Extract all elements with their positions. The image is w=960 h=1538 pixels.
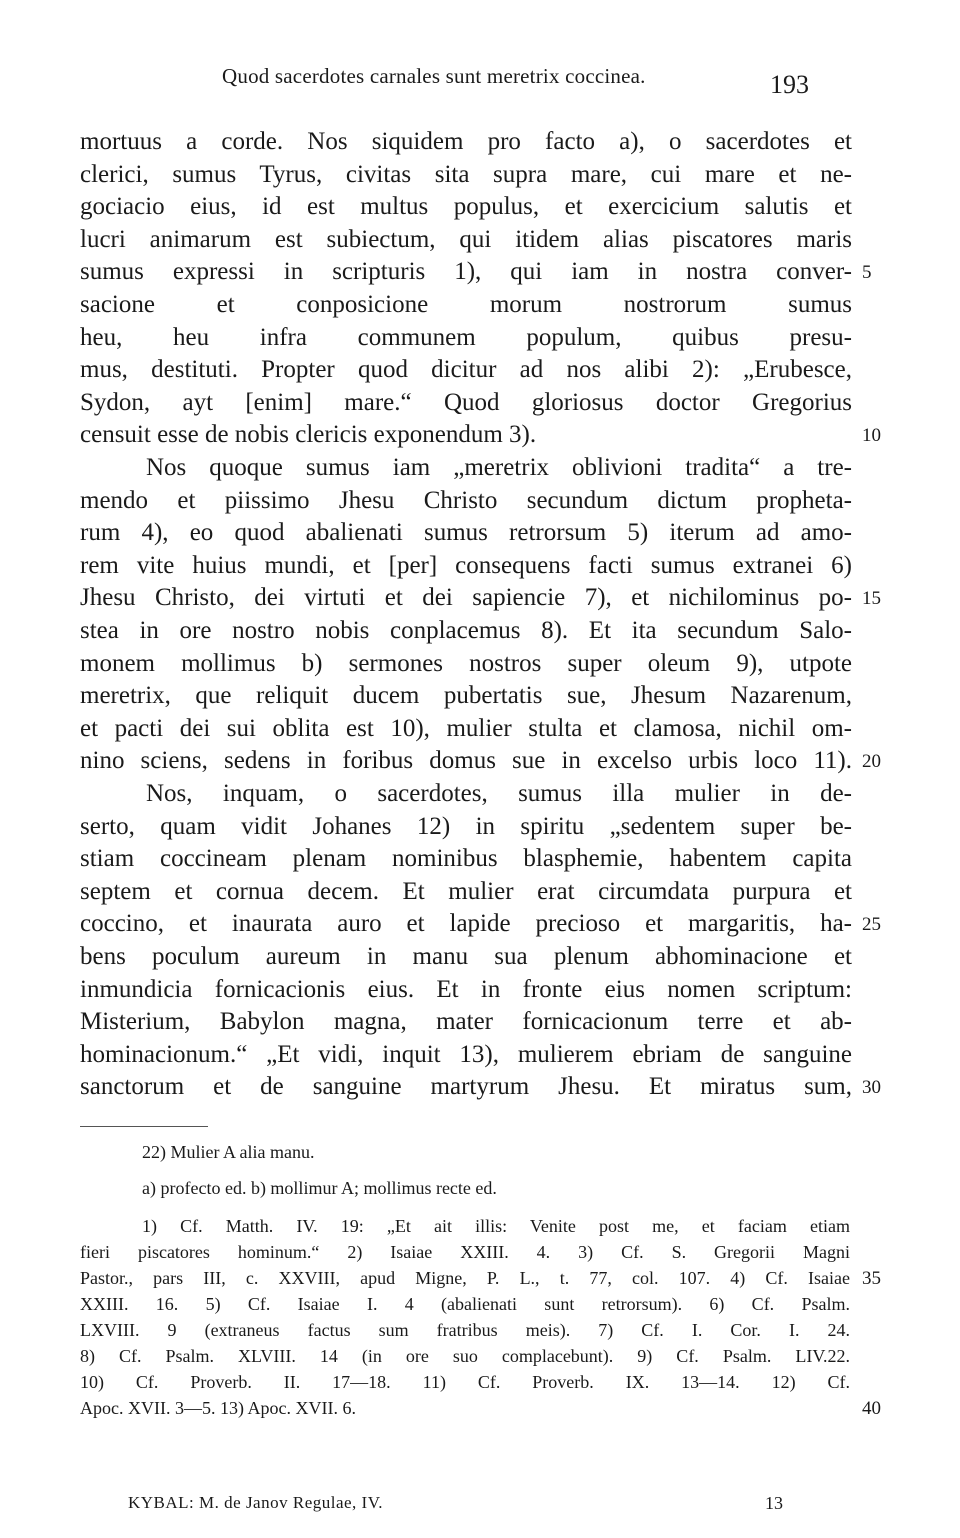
text-line: heu, heu infra communem populum, quibus presu- [80, 323, 852, 351]
text-line: coccino, et inaurata auro et lapide precioso et margaritis, ha- [80, 910, 852, 938]
line-number: 10 [862, 425, 881, 447]
text-line: septem et cornua decem. Et mulier erat circumdata purpura et [80, 877, 852, 905]
text-line: stiam coccineam plenam nominibus blasphemie, habentem capita [80, 845, 852, 873]
footnote-line: XXIII. 16. 5) Cf. Isaiae I. 4 (abalienati sunt retrorsum). 6) Cf. Psalm. [80, 1294, 850, 1314]
text-line: monem mollimus b) sermones nostros super oleum 9), utpote [80, 649, 852, 677]
text-line: sumus expressi in scripturis 1), qui iam in nostra conver- [80, 258, 852, 286]
footnote-line: 1) Cf. Matth. IV. 19: „Et ait illis: Venite post me, et faciam etiam [142, 1216, 850, 1236]
footnote-line: a) profecto ed. b) mollimur A; mollimus recte ed. [142, 1178, 497, 1198]
text-line: sacione et conposicione morum nostrorum sumus [80, 291, 852, 318]
line-number: 35 [862, 1268, 881, 1289]
text-line: mendo et piissimo Jhesu Christo secundum dictum propheta- [80, 486, 852, 514]
text-line: Sydon, ayt [enim] mare.“ Quod gloriosus doctor Gregorius [80, 388, 852, 416]
text-line: rum 4), eo quod abalienati sumus retrorsum 5) iterum ad amo- [80, 519, 852, 547]
text-line: meretrix, que reliquit ducem pubertatis sue, Jhesum Nazarenum, [80, 682, 852, 710]
text-line: rem vite huius mundi, et [per] consequens facti sumus extranei 6) [80, 551, 852, 579]
text-line: mortuus a corde. Nos siquidem pro facto a), o sacerdotes et [80, 128, 852, 155]
text-line: Nos quoque sumus iam „meretrix oblivioni tradita“ a tre- [146, 454, 852, 481]
footnote-line: 8) Cf. Psalm. XLVIII. 14 (in ore suo complacebunt). 9) Cf. Psalm. LIV.22. [80, 1346, 850, 1366]
text-line: sanctorum et de sanguine martyrum Jhesu. Et miratus sum, [80, 1073, 852, 1101]
text-line: hominacionum.“ „Et vidi, inquit 13), mulierem ebriam de sanguine [80, 1040, 852, 1068]
footnote-line: Apoc. XVII. 3—5. 13) Apoc. XVII. 6. [80, 1398, 356, 1418]
text-line: mus, destituti. Propter quod dicitur ad nos alibi 2): „Erubesce, [80, 356, 852, 384]
running-header: Quod sacerdotes carnales sunt meretrix coccinea. [222, 64, 646, 88]
page-number: 193 [770, 70, 809, 99]
footnote-line: 22) Mulier A alia manu. [142, 1142, 315, 1162]
text-line: clerici, sumus Tyrus, civitas sita supra mare, cui mare et ne- [80, 160, 852, 188]
signature-sheet-number: 13 [765, 1493, 783, 1513]
line-number: 20 [862, 751, 881, 773]
footnote-line: 10) Cf. Proverb. II. 17—18. 11) Cf. Proverb. IX. 13—14. 12) Cf. [80, 1372, 850, 1392]
text-line: lucri animarum est subiectum, qui itidem alias piscatores maris [80, 225, 852, 253]
footnote-separator [80, 1126, 208, 1127]
footnote-line: Pastor., pars III, c. XXVIII, apud Migne, P. L., t. 77, col. 107. 4) Cf. Isaiae [80, 1268, 850, 1288]
text-line: Nos, inquam, o sacerdotes, sumus illa mulier in de- [146, 780, 852, 807]
line-number: 25 [862, 914, 881, 936]
text-line: censuit esse de nobis clericis exponendum 3). [80, 421, 537, 449]
text-line: serto, quam vidit Johanes 12) in spiritu „sedentem super be- [80, 812, 852, 840]
text-line: et pacti dei sui oblita est 10), mulier stulta et clamosa, nichil om- [80, 714, 852, 742]
line-number: 15 [862, 588, 881, 610]
signature-mark: KYBAL: M. de Janov Regulae, IV. [128, 1493, 384, 1512]
line-number: 40 [862, 1398, 881, 1419]
line-number: 5 [862, 262, 872, 284]
text-line: bens poculum aureum in manu sua plenum abhominacione et [80, 943, 852, 970]
text-line: inmundicia fornicacionis eius. Et in fronte eius nomen scriptum: [80, 975, 852, 1003]
line-number: 30 [862, 1077, 881, 1099]
text-line: gociacio eius, id est multus populus, et exercicium salutis et [80, 193, 852, 221]
text-line: Jhesu Christo, dei virtuti et dei sapiencie 7), et nichilominus po- [80, 584, 852, 612]
footnote-line: fieri piscatores hominum.“ 2) Isaiae XXIII. 4. 3) Cf. S. Gregorii Magni [80, 1242, 850, 1262]
text-line: nino sciens, sedens in foribus domus sue in excelso urbis loco 11). [80, 747, 852, 775]
footnote-line: LXVIII. 9 (extraneus factus sum fratribus meis). 7) Cf. I. Cor. I. 24. [80, 1320, 850, 1340]
text-line: Misterium, Babylon magna, mater fornicacionum terre et ab- [80, 1008, 852, 1036]
text-line: stea in ore nostro nobis conplacemus 8). Et ita secundum Salo- [80, 617, 852, 644]
